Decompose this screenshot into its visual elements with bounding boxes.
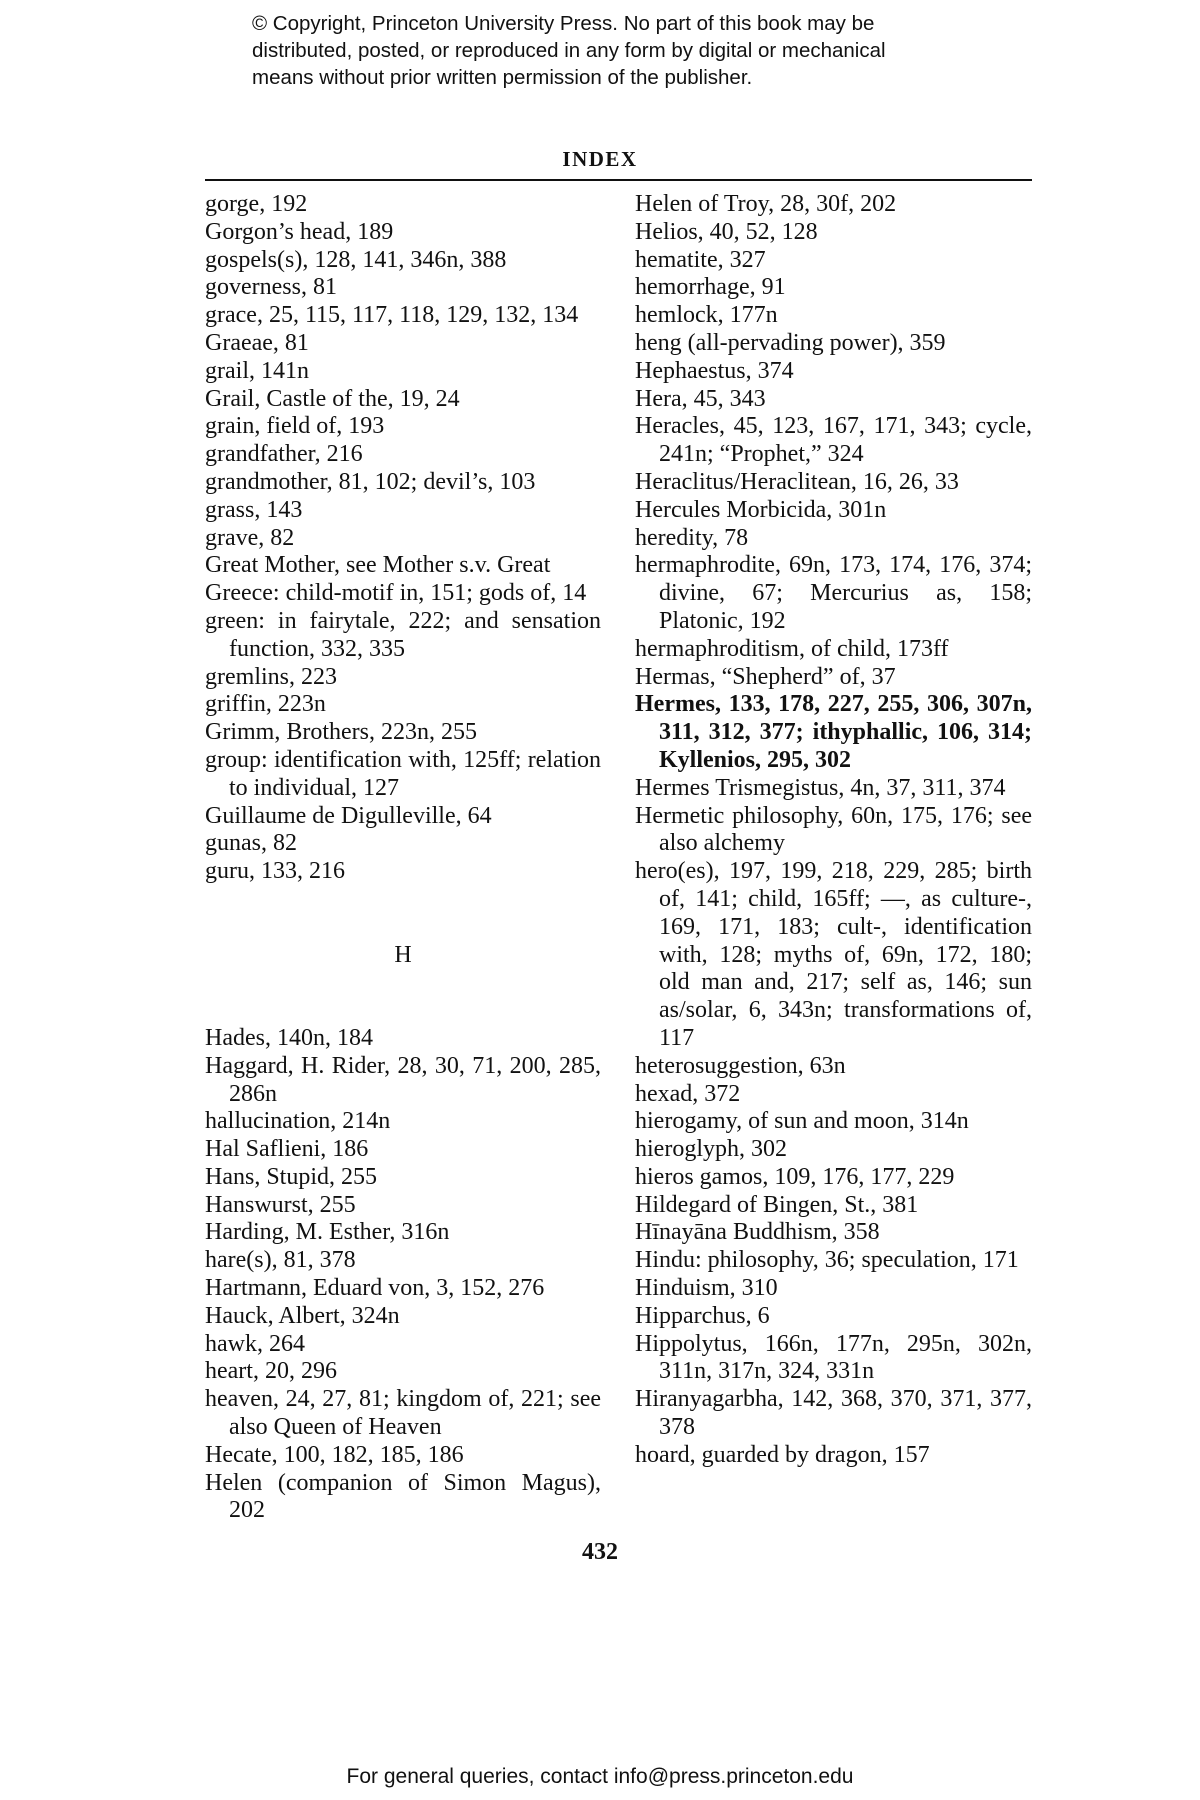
index-entry: Helen of Troy, 28, 30f, 202 (635, 191, 897, 217)
index-entry: green: in fairytale, 222; and sensation function, 332, 335 (205, 607, 601, 662)
index-entry: Hanswurst, 255 (205, 1191, 356, 1218)
index-entry: Hans, Stupid, 255 (205, 1163, 378, 1190)
index-entry: Helios, 40, 52, 128 (635, 218, 818, 245)
index-entry: hieroglyph, 302 (635, 1136, 787, 1163)
index-entry: Graeae, 81 (205, 329, 309, 356)
index-entry: Hauck, Albert, 324n (205, 1302, 400, 1329)
index-entry: Grimm, Brothers, 223n, 255 (205, 719, 477, 746)
index-entry: Hecate, 100, 182, 185, 186 (205, 1441, 464, 1468)
index-entry: Hildegard of Bingen, St., 381 (635, 1191, 919, 1218)
index-entry: grain, field of, 193 (205, 413, 385, 440)
index-entry: hematite, 327 (635, 246, 766, 273)
index-entry: Greece: child-motif in, 151; gods of, 14 (205, 580, 587, 607)
page-title: INDEX (562, 147, 638, 171)
index-entry: Hephaestus, 374 (635, 357, 794, 384)
section-spacer (205, 969, 601, 1025)
index-entry: hare(s), 81, 378 (205, 1247, 356, 1274)
index-entry: Guillaume de Digulleville, 64 (205, 802, 492, 829)
index-entry: Hinduism, 310 (635, 1275, 778, 1302)
index-entry: gremlins, 223 (205, 663, 337, 690)
index-entry: Great Mother, see Mother s.v. Great (205, 552, 551, 579)
index-entry: governess, 81 (205, 274, 337, 301)
copyright-line: means without prior written permission of the publisher. (252, 66, 753, 89)
index-entry: Hermes, 133, 178, 227, 255, 306, 307n, 311, 312, 377; ithyphallic, 106, 314; Kyllenios, 295, 302 (635, 691, 1032, 773)
index-entry: grass, 143 (205, 496, 303, 523)
index-entry: hermaphroditism, of child, 173ff (635, 635, 949, 662)
index-entry: hierogamy, of sun and moon, 314n (635, 1108, 969, 1135)
index-entry: gunas, 82 (205, 830, 297, 857)
index-column-right (635, 191, 1032, 1470)
index-entry: hemorrhage, 91 (635, 274, 786, 301)
index-entry: gospels(s), 128, 141, 346n, 388 (205, 246, 507, 273)
index-entry: hermaphrodite, 69n, 173, 174, 176, 374; divine, 67; Mercurius as, 158; Platonic, 192 (635, 552, 1032, 634)
index-entry: Hindu: philosophy, 36; speculation, 171 (635, 1247, 1019, 1274)
index-entry: Hera, 45, 343 (635, 385, 766, 412)
index-entry: hexad, 372 (635, 1080, 741, 1107)
index-entry: grave, 82 (205, 524, 295, 551)
index-entry: Hipparchus, 6 (635, 1302, 770, 1329)
index-entry: grandmother, 81, 102; devil’s, 103 (205, 468, 536, 495)
index-entry: Harding, M. Esther, 316n (205, 1219, 450, 1246)
index-entry: gorge, 192 (205, 191, 308, 217)
copyright-line: distributed, posted, or reproduced in any form by digital or mechanical (252, 39, 886, 62)
index-entry: hawk, 264 (205, 1330, 305, 1357)
header-rule (205, 179, 1032, 181)
page-number: 432 (582, 1539, 618, 1565)
index-entry: heart, 20, 296 (205, 1358, 337, 1385)
index-entry: grace, 25, 115, 117, 118, 129, 132, 134 (205, 302, 579, 329)
index-column-left (205, 191, 601, 1525)
index-entry: Gorgon’s head, 189 (205, 218, 394, 245)
index-entry: hallucination, 214n (205, 1108, 391, 1135)
footer-contact: For general queries, contact info@press.princeton.edu (346, 1765, 854, 1788)
index-entry: Helen (companion of Simon Magus), 202 (205, 1469, 601, 1524)
copyright-line: © Copyright, Princeton University Press. No part of this book may be (252, 12, 875, 35)
index-entry: heterosuggestion, 63n (635, 1052, 846, 1079)
index-entry: heaven, 24, 27, 81; kingdom of, 221; see also Queen of Heaven (205, 1386, 601, 1441)
index-entry: Heracles, 45, 123, 167, 171, 343; cycle, 241n; “Prophet,” 324 (635, 413, 1032, 468)
index-entry: hero(es), 197, 199, 218, 229, 285; birth of, 141; child, 165ff; —, as culture-, 169, 171, 183; cult-, identification with, 128; myths of, 69n, 172, 180; old man and, 217; self as, 146; sun as/solar, 6, 343n; transformations of, 117 (635, 858, 1032, 1051)
index-entry: Hermes Trismegistus, 4n, 37, 311, 374 (635, 774, 1006, 801)
index-entry: hoard, guarded by dragon, 157 (635, 1441, 930, 1468)
index-entry: hieros gamos, 109, 176, 177, 229 (635, 1163, 955, 1190)
index-entry: guru, 133, 216 (205, 858, 345, 885)
index-entry: Grail, Castle of the, 19, 24 (205, 385, 460, 412)
index-entry: group: identification with, 125ff; relation to individual, 127 (205, 746, 601, 801)
index-entry: Hermas, “Shepherd” of, 37 (635, 663, 896, 690)
index-entry: griffin, 223n (205, 691, 326, 718)
section-letter: H (394, 941, 412, 968)
index-entry: heng (all-pervading power), 359 (635, 329, 946, 356)
copyright-notice (252, 10, 972, 91)
index-entry: Hades, 140n, 184 (205, 1024, 373, 1051)
index-entry: Hartmann, Eduard von, 3, 152, 276 (205, 1275, 545, 1302)
index-entry: grandfather, 216 (205, 441, 363, 468)
index-entry: Heraclitus/Heraclitean, 16, 26, 33 (635, 468, 959, 495)
index-entry: Hiranyagarbha, 142, 368, 370, 371, 377, 378 (635, 1386, 1032, 1441)
section-spacer (205, 886, 601, 942)
index-entry: Haggard, H. Rider, 28, 30, 71, 200, 285, 286n (205, 1052, 601, 1107)
index-entry: Hal Saflieni, 186 (205, 1136, 369, 1163)
index-entry: Hermetic philosophy, 60n, 175, 176; see also alchemy (635, 802, 1032, 857)
index-entry: heredity, 78 (635, 524, 749, 551)
index-entry: Hīnayāna Buddhism, 358 (635, 1219, 880, 1246)
index-entry: grail, 141n (205, 357, 309, 384)
index-entry: Hippolytus, 166n, 177n, 295n, 302n, 311n, 317n, 324, 331n (635, 1330, 1032, 1385)
index-entry: hemlock, 177n (635, 302, 778, 329)
index-entry: Hercules Morbicida, 301n (635, 496, 887, 523)
